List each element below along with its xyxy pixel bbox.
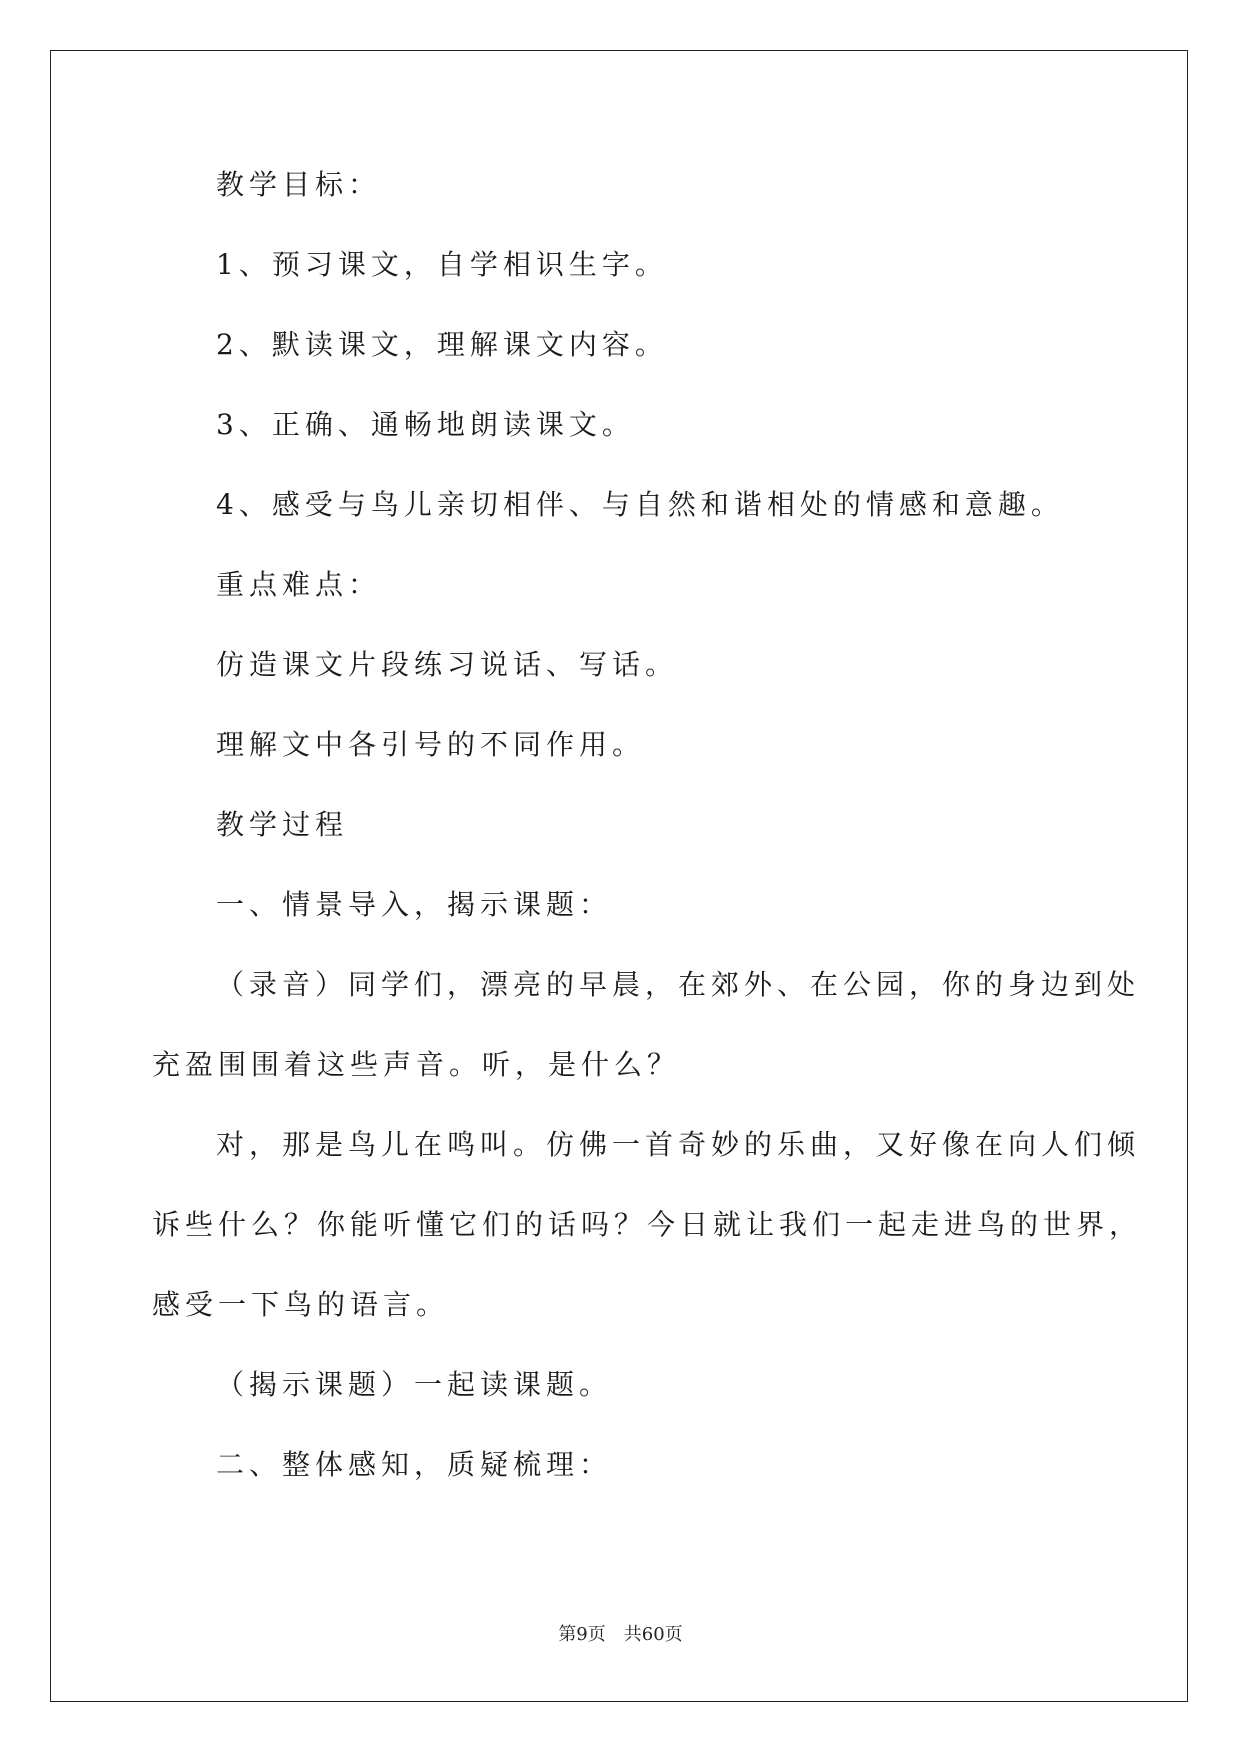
- paragraph-line: 二、整体感知，质疑梳理：: [216, 1448, 613, 1481]
- page-total: 共60页: [623, 1624, 683, 1645]
- page-number: 第9页: [558, 1624, 606, 1645]
- paragraph-line: 仿造课文片段练习说话、写话。: [216, 648, 679, 681]
- paragraph-line: 3、正确、通畅地朗读课文。: [216, 408, 635, 441]
- paragraph-line: 一、情景导入，揭示课题：: [216, 888, 613, 921]
- paragraph-line: 1、预习课文，自学相识生字。: [216, 248, 668, 281]
- paragraph-line: 感受一下鸟的语言。: [152, 1288, 450, 1321]
- section-heading-objectives: 教学目标：: [216, 168, 382, 201]
- paragraph-line: 诉些什么？你能听懂它们的话吗？今日就让我们一起走进鸟的世界，: [152, 1208, 1143, 1241]
- page-footer: [0, 1620, 1241, 1646]
- paragraph-line: 对，那是鸟儿在鸣叫。仿佛一首奇妙的乐曲，又好像在向人们倾: [216, 1128, 1141, 1161]
- paragraph-line: 4、感受与鸟儿亲切相伴、与自然和谐相处的情感和意趣。: [216, 488, 1064, 521]
- paragraph-line: （录音）同学们，漂亮的早晨，在郊外、在公园，你的身边到处: [216, 968, 1141, 1001]
- paragraph-line: 理解文中各引号的不同作用。: [216, 728, 646, 761]
- paragraph-line: 充盈围围着这些声音。听，是什么？: [152, 1048, 681, 1081]
- section-heading-key-points: 重点难点：: [216, 568, 382, 601]
- paragraph-line: （揭示课题）一起读课题。: [216, 1368, 613, 1401]
- section-heading-process: 教学过程: [216, 808, 349, 841]
- paragraph-line: 2、默读课文，理解课文内容。: [216, 328, 668, 361]
